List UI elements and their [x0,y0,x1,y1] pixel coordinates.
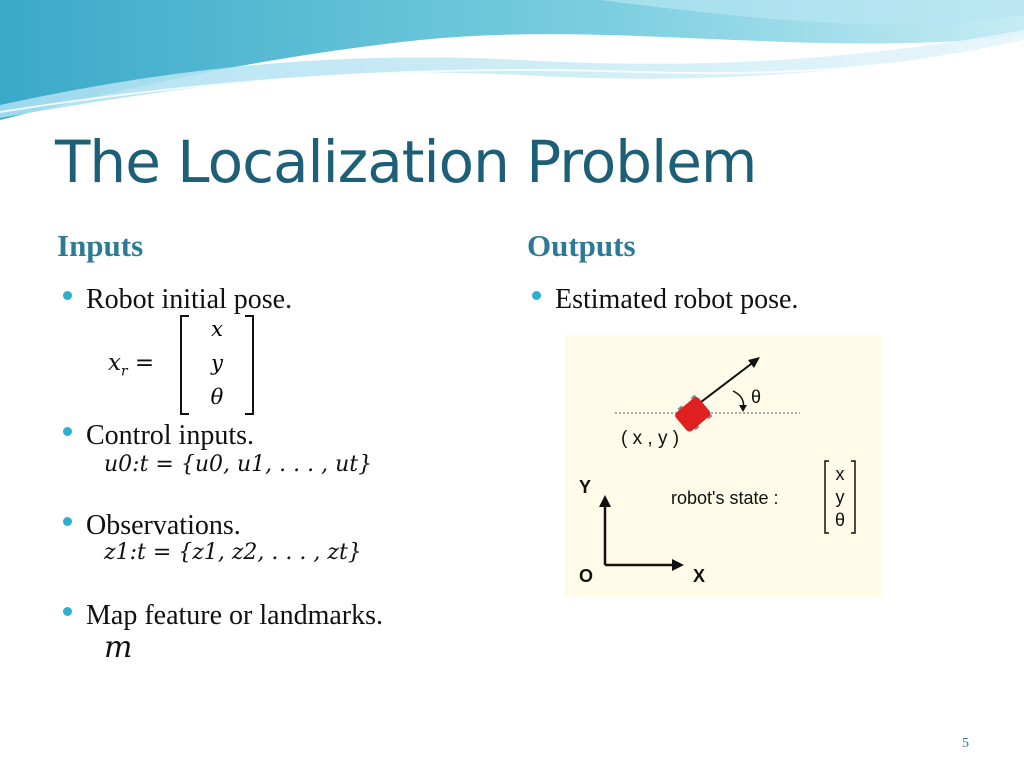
bullet-icon [63,427,72,436]
slide-title: The Localization Problem [55,128,757,196]
theta-label: θ [751,387,762,407]
bullet-icon [63,607,72,616]
diagram-background [565,335,881,597]
bullet-icon [63,517,72,526]
pose-coordinate-label: ( x , y ) [621,428,680,449]
list-item-map [63,600,383,632]
map-symbol: m [104,630,133,665]
header-wave-decoration [0,0,1024,125]
bullet-label: Estimated robot pose. [555,284,799,315]
pose-matrix-x: x [211,317,223,341]
origin-label: O [579,566,594,586]
pose-matrix-theta: θ [210,385,224,409]
bullet-label: Observations. [86,510,241,541]
state-label: robot's state : [671,488,779,508]
state-y: y [835,487,845,507]
y-axis-label: Y [579,477,592,497]
list-item-observations [63,510,241,542]
bullet-icon [532,291,541,300]
list-item-control-inputs [63,420,254,452]
state-theta: θ [834,510,846,530]
observation-equation: z1:t = {z1, z2, . . . , zt} [104,540,362,565]
pose-matrix [180,315,254,415]
robot-pose-diagram [565,335,881,597]
bullet-label: Robot initial pose. [86,284,293,315]
pose-matrix-y: y [211,351,223,375]
outputs-heading: Outputs [527,228,636,263]
list-item-initial-pose [63,284,292,316]
page-number: 5 [962,736,969,751]
pose-var-sub: r [120,363,128,380]
control-equation: u0:t = {u0, u1, . . . , ut} [104,452,373,477]
state-x: x [835,464,845,484]
bullet-label: Map feature or landmarks. [86,600,383,631]
pose-var: x [108,350,121,376]
pose-equation-lhs: $x_r$ = [108,350,155,380]
list-item-estimated-pose [532,284,798,316]
bullet-icon [63,291,72,300]
bullet-label: Control inputs. [86,420,255,451]
x-axis-label: X [693,566,706,586]
inputs-heading: Inputs [57,228,144,263]
